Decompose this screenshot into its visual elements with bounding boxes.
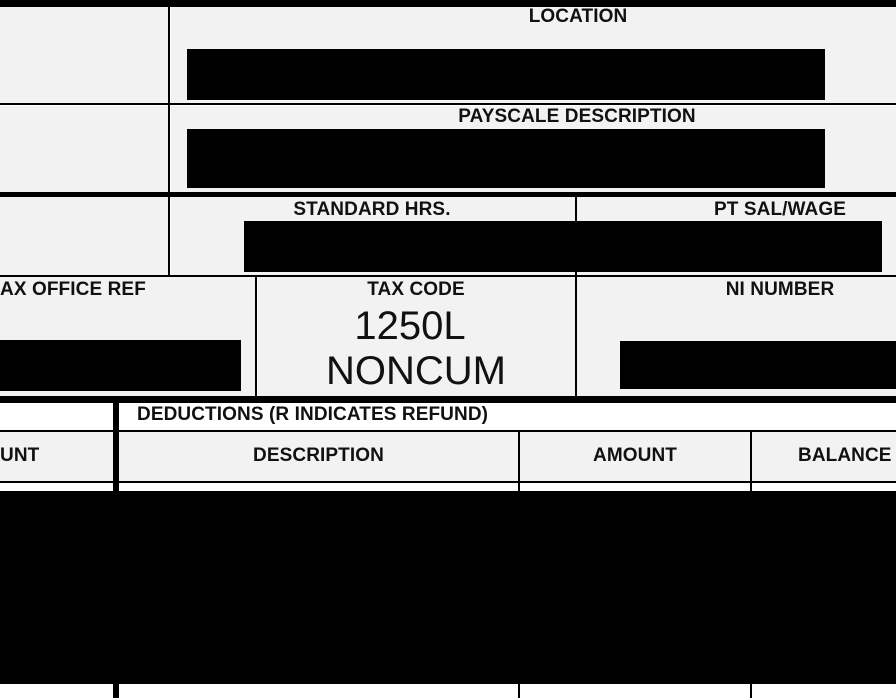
rule-row2 xyxy=(0,192,896,197)
rule-row1 xyxy=(0,103,896,105)
rule-deductions-header xyxy=(0,481,896,483)
payscale-description-redaction xyxy=(187,129,825,188)
standard-hrs-label: STANDARD HRS. xyxy=(293,199,451,220)
divider-tax-code xyxy=(255,277,257,396)
tax-code-value: 1250L xyxy=(354,304,466,348)
rule-row3 xyxy=(0,275,896,277)
left-cell-row3 xyxy=(0,197,168,275)
divider-left-rows xyxy=(168,7,170,275)
location-label: LOCATION xyxy=(528,6,628,27)
description-column-header: DESCRIPTION xyxy=(253,445,384,466)
ni-number-redaction xyxy=(620,341,896,389)
tax-office-ref-redaction xyxy=(0,340,241,391)
deductions-title-left-cell xyxy=(0,403,113,430)
left-cell-row2 xyxy=(0,106,168,192)
deductions-left-column-header: UNT xyxy=(0,445,40,466)
balance-column-header: BALANCE xyxy=(798,445,892,466)
payscale-description-label: PAYSCALE DESCRIPTION xyxy=(458,106,696,127)
rule-deductions-title xyxy=(0,430,896,432)
amount-column-header: AMOUNT xyxy=(593,445,677,466)
hours-wage-redaction xyxy=(244,221,882,272)
deductions-body-bottom xyxy=(0,684,896,698)
pt-sal-wage-label: PT SAL/WAGE xyxy=(714,199,846,220)
tax-basis-value: NONCUM xyxy=(326,349,506,393)
location-redaction xyxy=(187,49,825,100)
tax-office-ref-label: AX OFFICE REF xyxy=(0,279,146,300)
deductions-body-redaction xyxy=(0,491,896,684)
rule-row4 xyxy=(0,396,896,403)
left-cell-row1 xyxy=(0,7,168,103)
deductions-title: DEDUCTIONS (R INDICATES REFUND) xyxy=(137,404,489,425)
tax-code-label: TAX CODE xyxy=(367,279,465,300)
ni-number-label: NI NUMBER xyxy=(725,279,835,300)
